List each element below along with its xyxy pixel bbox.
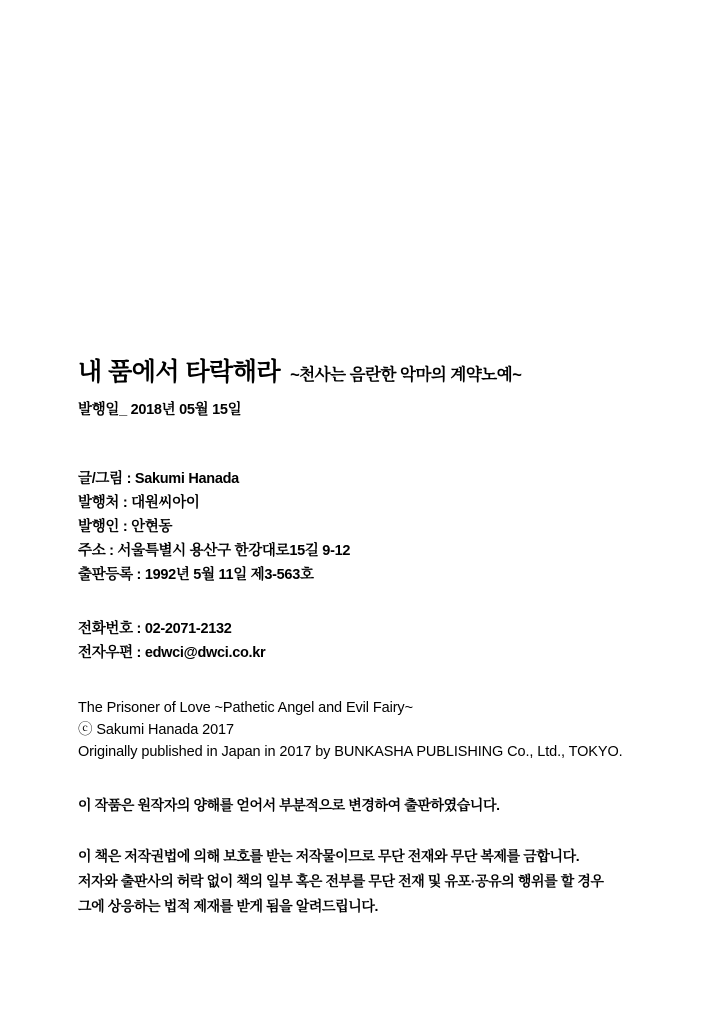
note-copyright-line-3: 그에 상응하는 법적 제재를 받게 됨을 알려드립니다. xyxy=(78,898,379,914)
credit-publisher: 발행처 : 대원씨아이 xyxy=(78,495,200,511)
credit-address: 주소 : 서울특별시 용산구 한강대로15길 9-12 xyxy=(78,543,351,559)
credit-publisher-person: 발행인 : 안현동 xyxy=(78,519,173,535)
note-adaptation-line: 이 작품은 원작자의 양해를 얻어서 부분적으로 변경하여 출판하였습니다. xyxy=(78,797,500,813)
page-subtitle: ~천사는 음란한 악마의 계약노예~ xyxy=(290,366,522,384)
copyright-line: ⓒ Sakumi Hanada 2017 xyxy=(78,722,234,738)
contact-email: 전자우편 : edwci@dwci.co.kr xyxy=(78,645,266,661)
credit-registration: 출판등록 : 1992년 5월 11일 제3-563호 xyxy=(78,567,314,583)
publish-date: 발행일_ 2018년 05월 15일 xyxy=(78,402,242,418)
note-copyright-line-2: 저자와 출판사의 허락 없이 책의 일부 혹은 전부를 무단 전재 및 유포·공유의 행위를 할 경우 xyxy=(78,873,604,889)
colophon-block xyxy=(78,352,678,919)
credit-author: 글/그림 : Sakumi Hanada xyxy=(78,471,239,487)
title-row xyxy=(78,352,678,388)
note-copyright-line-1: 이 책은 저작권법에 의해 보호를 받는 저작물이므로 무단 전재와 무단 복제를 금합니다. xyxy=(78,848,580,864)
note-copyright xyxy=(78,844,678,919)
page-title: 내 품에서 타락해라 xyxy=(78,358,281,386)
contact-phone: 전화번호 : 02-2071-2132 xyxy=(78,621,232,637)
contact-block xyxy=(78,617,678,665)
credits-block xyxy=(78,467,678,587)
original-publication-line: Originally published in Japan in 2017 by BUNKASHA PUBLISHING Co., Ltd., TOKYO. xyxy=(78,744,623,760)
note-adaptation xyxy=(78,793,678,818)
english-block xyxy=(78,697,678,763)
english-title: The Prisoner of Love ~Pathetic Angel and Evil Fairy~ xyxy=(78,700,413,716)
